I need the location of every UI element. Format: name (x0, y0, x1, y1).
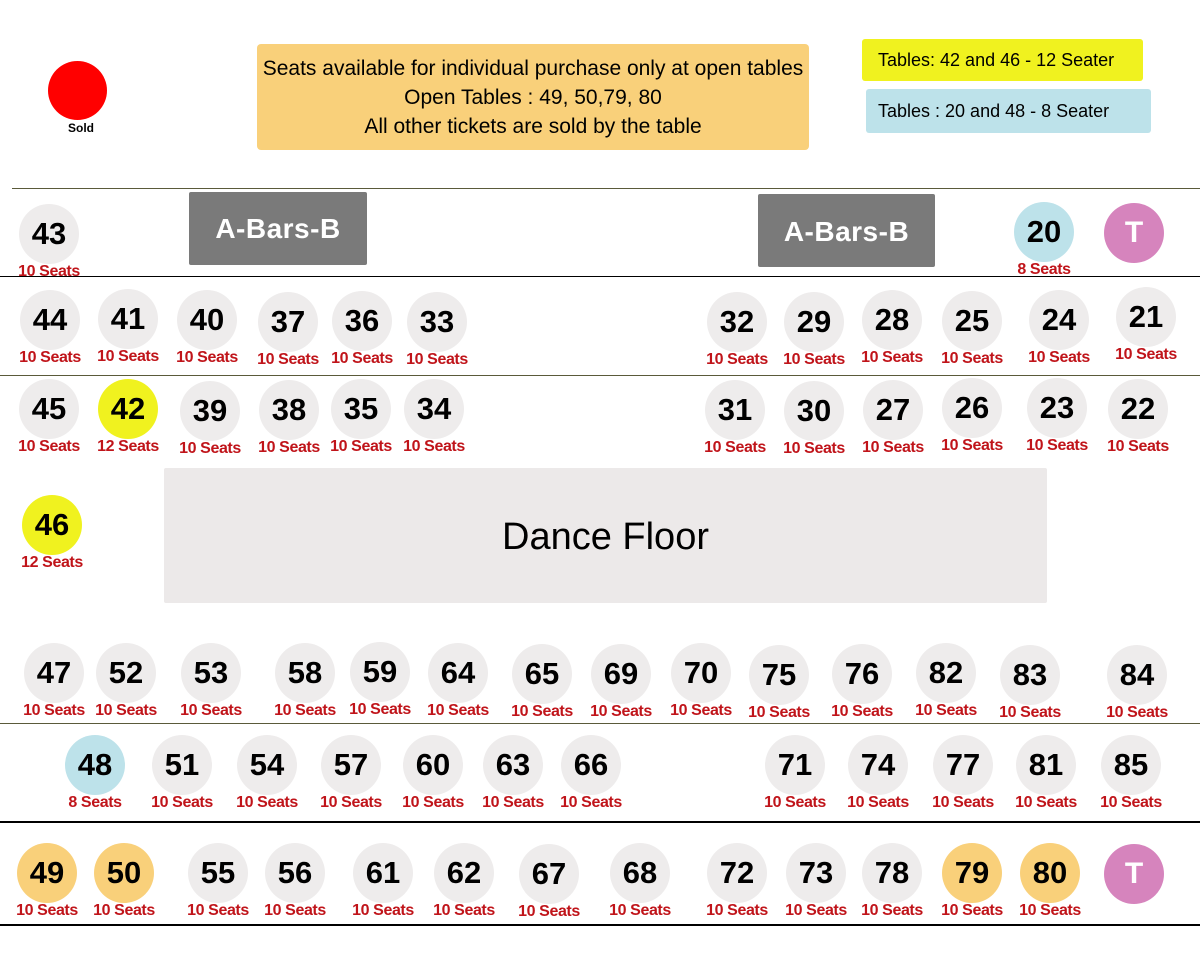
table-seats: 10 Seats (941, 437, 1003, 454)
table-number: 31 (717, 392, 753, 427)
table-number: 76 (844, 656, 880, 691)
table[interactable] (1006, 735, 1086, 815)
table-seats: 10 Seats (151, 794, 213, 811)
table-number: 38 (271, 392, 307, 427)
table[interactable] (171, 643, 251, 723)
table[interactable] (170, 381, 250, 461)
table[interactable] (853, 380, 933, 460)
table[interactable] (397, 292, 477, 372)
table-seats: 10 Seats (932, 794, 994, 811)
table[interactable] (418, 643, 498, 723)
table-number: 85 (1113, 747, 1149, 782)
table-number: 81 (1028, 747, 1064, 782)
table-number: 32 (719, 304, 755, 339)
table[interactable] (88, 289, 168, 369)
sold-label: Sold (68, 121, 94, 135)
table-seats: 10 Seats (764, 794, 826, 811)
table-seats: 10 Seats (590, 703, 652, 720)
table[interactable] (167, 290, 247, 370)
notice-line-3: All other tickets are sold by the table (364, 115, 702, 138)
table[interactable] (1091, 735, 1171, 815)
table[interactable] (86, 643, 166, 723)
table-number: 63 (495, 747, 531, 782)
table-number: 70 (683, 655, 719, 690)
table-number: 65 (524, 656, 560, 691)
table-number: 41 (110, 301, 146, 336)
table-seats: 10 Seats (783, 440, 845, 457)
table-seats: 10 Seats (704, 439, 766, 456)
table-seats: 12 Seats (97, 438, 159, 455)
table-seats: 10 Seats (999, 704, 1061, 721)
table-number: 50 (106, 855, 142, 890)
table-number: 73 (798, 855, 834, 890)
table-number: 56 (277, 855, 313, 890)
table-number: 71 (777, 747, 813, 782)
table-number: 30 (796, 393, 832, 428)
table[interactable] (9, 379, 89, 459)
table-number: 48 (77, 747, 113, 782)
table-number: 74 (860, 747, 896, 782)
table[interactable] (932, 378, 1012, 458)
table-seats: 10 Seats (847, 794, 909, 811)
table-number: 53 (193, 655, 229, 690)
table-seats: 10 Seats (433, 902, 495, 919)
table[interactable] (424, 843, 504, 923)
legend-twelve-seater: Tables: 42 and 46 - 12 Seater (862, 39, 1143, 81)
table-number: 72 (719, 855, 755, 890)
sold-indicator-dot (48, 61, 107, 120)
table-number: 49 (29, 855, 65, 890)
table-number: 51 (164, 747, 200, 782)
table[interactable] (394, 379, 474, 459)
table[interactable] (1019, 290, 1099, 370)
table[interactable] (774, 381, 854, 461)
table-number: 69 (603, 656, 639, 691)
table-seats: 10 Seats (482, 794, 544, 811)
table-number: 47 (36, 655, 72, 690)
legend-eight-seater: Tables : 20 and 48 - 8 Seater (866, 89, 1151, 133)
table-number: 68 (622, 855, 658, 890)
table-number: 78 (874, 855, 910, 890)
table-seats: 10 Seats (236, 794, 298, 811)
divider-top (12, 188, 1200, 189)
table[interactable] (84, 843, 164, 923)
table-number: 55 (200, 855, 236, 890)
table-number: 27 (875, 392, 911, 427)
table-number: 42 (110, 391, 146, 426)
table-seats: 10 Seats (941, 350, 1003, 367)
table-number: 24 (1041, 302, 1077, 337)
table-seats: 10 Seats (706, 351, 768, 368)
table-seats: 10 Seats (352, 902, 414, 919)
table-number: 34 (416, 391, 452, 426)
table[interactable] (1004, 202, 1084, 282)
table[interactable] (1106, 287, 1186, 367)
table-seats: 10 Seats (23, 702, 85, 719)
table[interactable] (343, 843, 423, 923)
table-number: 75 (761, 657, 797, 692)
table[interactable] (600, 843, 680, 923)
table-number: 35 (343, 391, 379, 426)
table-seats: 10 Seats (18, 263, 80, 280)
table-seats: 10 Seats (257, 351, 319, 368)
table-number: 23 (1039, 390, 1075, 425)
table-number: 54 (249, 747, 285, 782)
table-seats: 10 Seats (518, 903, 580, 920)
table-number: 79 (954, 855, 990, 890)
divider-bottom (0, 924, 1200, 926)
divider-row-2 (0, 375, 1200, 376)
table[interactable] (1017, 378, 1097, 458)
table-seats: 10 Seats (706, 902, 768, 919)
table-seats: 10 Seats (670, 702, 732, 719)
table-number: 28 (874, 302, 910, 337)
table-seats: 10 Seats (176, 349, 238, 366)
dance-floor: Dance Floor (164, 468, 1047, 603)
table[interactable] (509, 844, 589, 924)
t-marker-bottom: T (1104, 844, 1164, 904)
table-seats: 10 Seats (785, 902, 847, 919)
table-seats: 10 Seats (1100, 794, 1162, 811)
table[interactable] (581, 644, 661, 724)
table-number: 21 (1128, 299, 1164, 334)
table-number: 67 (531, 856, 567, 891)
table-number: 82 (928, 655, 964, 690)
table-seats: 10 Seats (16, 902, 78, 919)
table[interactable] (227, 735, 307, 815)
t-marker-top: T (1104, 203, 1164, 263)
table-seats: 10 Seats (93, 902, 155, 919)
table-number: 62 (446, 855, 482, 890)
table[interactable] (852, 843, 932, 923)
table-seats: 10 Seats (349, 701, 411, 718)
table[interactable] (932, 291, 1012, 371)
table-number: 44 (32, 302, 68, 337)
table-number: 57 (333, 747, 369, 782)
table-number: 36 (344, 303, 380, 338)
table-seats: 10 Seats (95, 702, 157, 719)
bar-left: A-Bars-B (189, 192, 367, 265)
table-number: 43 (31, 216, 67, 251)
bar-right: A-Bars-B (758, 194, 935, 267)
table-seats: 12 Seats (21, 554, 83, 571)
table[interactable] (88, 379, 168, 459)
table-seats: 10 Seats (1026, 437, 1088, 454)
table-seats: 10 Seats (274, 702, 336, 719)
table[interactable] (1097, 645, 1177, 725)
table-number: 45 (31, 391, 67, 426)
table-number: 26 (954, 390, 990, 425)
table-seats: 10 Seats (97, 348, 159, 365)
table-seats: 10 Seats (331, 350, 393, 367)
table-seats: 10 Seats (180, 702, 242, 719)
table-seats: 10 Seats (258, 439, 320, 456)
table-number: 61 (365, 855, 401, 890)
table-seats: 10 Seats (748, 704, 810, 721)
table-seats: 10 Seats (406, 351, 468, 368)
table-seats: 10 Seats (1107, 438, 1169, 455)
table-seats: 10 Seats (560, 794, 622, 811)
table[interactable] (142, 735, 222, 815)
table[interactable] (551, 735, 631, 815)
table-seats: 10 Seats (18, 438, 80, 455)
table[interactable] (12, 495, 92, 575)
table[interactable] (9, 204, 89, 284)
table-number: 60 (415, 747, 451, 782)
table[interactable] (755, 735, 835, 815)
table-seats: 10 Seats (609, 902, 671, 919)
table[interactable] (502, 644, 582, 724)
table-seats: 10 Seats (862, 439, 924, 456)
table-seats: 10 Seats (187, 902, 249, 919)
table[interactable] (822, 644, 902, 724)
table-seats: 10 Seats (861, 902, 923, 919)
table-number: 37 (270, 304, 306, 339)
table-seats: 10 Seats (264, 902, 326, 919)
table-seats: 10 Seats (320, 794, 382, 811)
table[interactable] (906, 643, 986, 723)
table-number: 22 (1120, 391, 1156, 426)
table-seats: 10 Seats (330, 438, 392, 455)
table-seats: 10 Seats (831, 703, 893, 720)
table-number: 84 (1119, 657, 1155, 692)
table-number: 66 (573, 747, 609, 782)
table[interactable] (990, 645, 1070, 725)
table-number: 64 (440, 655, 476, 690)
table[interactable] (55, 735, 135, 815)
table[interactable] (739, 645, 819, 725)
purchase-notice (257, 44, 809, 150)
table-number: 83 (1012, 657, 1048, 692)
table[interactable] (695, 380, 775, 460)
table-seats: 10 Seats (915, 702, 977, 719)
table-number: 29 (796, 304, 832, 339)
table-number: 80 (1032, 855, 1068, 890)
table-number: 25 (954, 303, 990, 338)
table-seats: 10 Seats (861, 349, 923, 366)
table-number: 20 (1026, 214, 1062, 249)
table-seats: 8 Seats (68, 794, 122, 811)
table[interactable] (311, 735, 391, 815)
table-number: 46 (34, 507, 70, 542)
table-seats: 10 Seats (941, 902, 1003, 919)
table[interactable] (1098, 379, 1178, 459)
table-number: 77 (945, 747, 981, 782)
table-seats: 10 Seats (1115, 346, 1177, 363)
table-seats: 10 Seats (1106, 704, 1168, 721)
table-number: 59 (362, 654, 398, 689)
table[interactable] (852, 290, 932, 370)
table[interactable] (697, 843, 777, 923)
table-seats: 8 Seats (1017, 261, 1071, 278)
table[interactable] (1010, 843, 1090, 923)
table-seats: 10 Seats (427, 702, 489, 719)
table[interactable] (923, 735, 1003, 815)
table-seats: 10 Seats (1015, 794, 1077, 811)
table[interactable] (393, 735, 473, 815)
table-seats: 10 Seats (402, 794, 464, 811)
table-number: 52 (108, 655, 144, 690)
table-seats: 10 Seats (179, 440, 241, 457)
table[interactable] (255, 843, 335, 923)
table-number: 40 (189, 302, 225, 337)
table-seats: 10 Seats (1028, 349, 1090, 366)
table-seats: 10 Seats (783, 351, 845, 368)
table-number: 39 (192, 393, 228, 428)
notice-line-1: Seats available for individual purchase only at open tables (262, 57, 804, 80)
table-number: 33 (419, 304, 455, 339)
table-seats: 10 Seats (1019, 902, 1081, 919)
divider-row-5 (0, 821, 1200, 823)
table-seats: 10 Seats (511, 703, 573, 720)
table-seats: 10 Seats (403, 438, 465, 455)
table-seats: 10 Seats (19, 349, 81, 366)
table-number: 58 (287, 655, 323, 690)
notice-line-2: Open Tables : 49, 50,79, 80 (404, 86, 662, 109)
table[interactable] (838, 735, 918, 815)
